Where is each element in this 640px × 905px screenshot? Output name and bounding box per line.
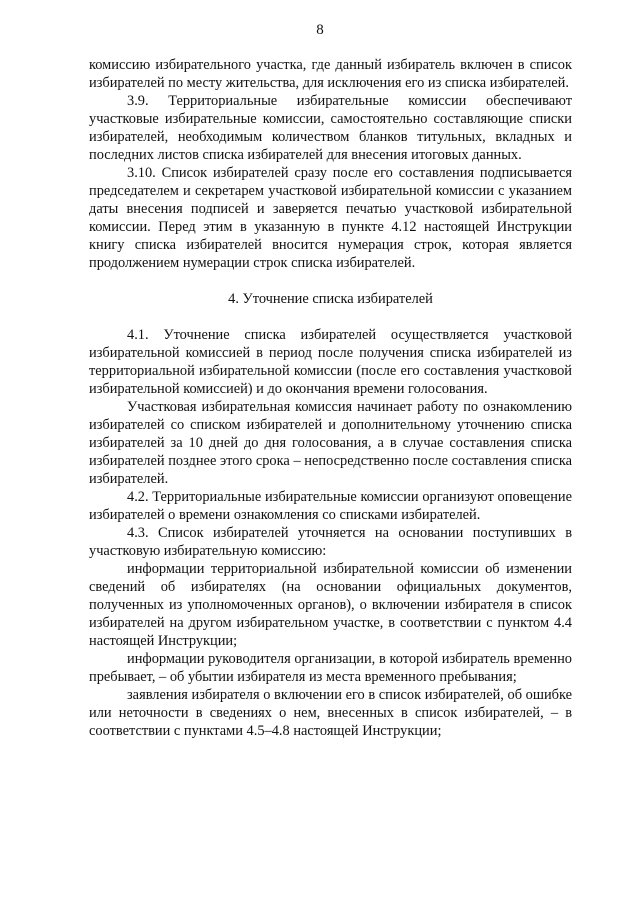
paragraph-continuation: комиссию избирательного участка, где данный избиратель включен в список избирателей по месту жительства, для исключения его из списка избирателей.	[89, 57, 572, 91]
paragraph-3-10: 3.10. Список избирателей сразу после его составления подписывается председателем и секретарем участковой избирательной комиссии с указанием даты внесения подписей и заверяется печатью участковой избирательной комиссии. Перед этим в указанную в пункте 4.12 настоящей Инструкции книгу списка избирателей вносится нумерация строк, которая является продолжением нумерации строк списка избирателей.	[89, 165, 572, 271]
paragraph-4-1-second: Участковая избирательная комиссия начинает работу по ознакомлению избирателей со списком избирателей и дополнительному уточнению списка избирателей за 10 дней до дня голосования, а в случае составления списка избирателей позднее этого срока – непосредственно после составления списка избирателей.	[89, 399, 572, 487]
section-heading: 4. Уточнение списка избирателей	[228, 291, 433, 307]
list-item-voter-application: заявления избирателя о включении его в список избирателей, об ошибке или неточности в сведениях о нем, внесенных в список избирателей, – в соответствии с пунктами 4.5–4.8 настоящей Инструкции;	[89, 687, 572, 739]
paragraph-4-1: 4.1. Уточнение списка избирателей осуществляется участковой избирательной комиссией в период после получения списка избирателей из территориальной избирательной комиссии (после его составления участковой избирательной комиссией) и до окончания времени голосования.	[89, 327, 572, 397]
document-body	[89, 56, 572, 740]
paragraph-4-2: 4.2. Территориальные избирательные комиссии организуют оповещение избирателей о времени ознакомления со списками избирателей.	[89, 489, 572, 523]
page-number: 8	[316, 22, 324, 38]
list-item-organization-info: информации руководителя организации, в которой избиратель временно пребывает, – об убытии избирателя из места временного пребывания;	[89, 651, 572, 685]
paragraph-3-9: 3.9. Территориальные избирательные комиссии обеспечивают участковые избирательные комиссии, самостоятельно составляющие списки избирателей, необходимым количеством бланков титульных, вкладных и последних листов списка избирателей для внесения итоговых данных.	[89, 93, 572, 163]
paragraph-4-3: 4.3. Список избирателей уточняется на основании поступивших в участковую избирательную комиссию:	[89, 525, 572, 559]
list-item-territorial-info: информации территориальной избирательной комиссии об изменении сведений об избирателях (на основании официальных документов, полученных из уполномоченных органов), о включении избирателя в список избирателей на другом избирательном участке, в соответствии с пунктом 4.4 настоящей Инструкции;	[89, 561, 572, 649]
